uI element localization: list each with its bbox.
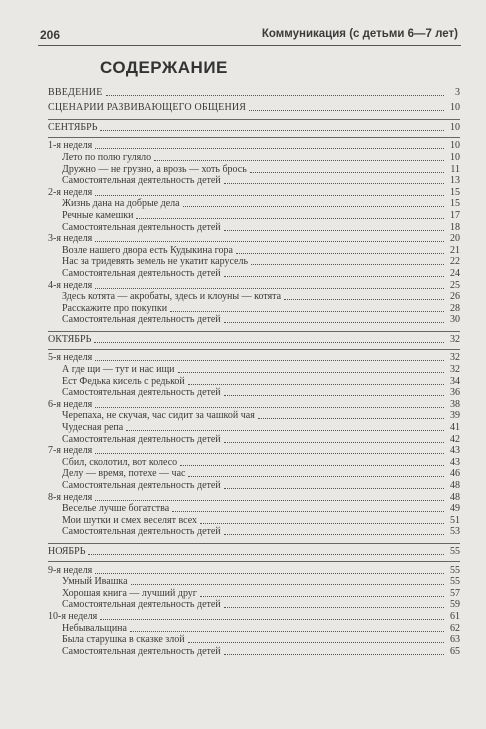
toc-entry-title: Жизнь дана на добрые дела	[62, 198, 180, 210]
toc-entry-page: 15	[450, 198, 460, 210]
toc-entry-page: 39	[450, 410, 460, 422]
toc-entry-title: Хорошая книга — лучший друг	[62, 587, 197, 599]
toc-entry[interactable]	[48, 491, 460, 503]
toc-entry-title: Самостоятельная деятельность детей	[62, 526, 221, 538]
dot-leader	[188, 476, 444, 477]
toc-entry[interactable]	[48, 302, 460, 314]
toc-entry-page: 41	[450, 422, 460, 434]
dot-leader	[95, 453, 444, 454]
dot-leader	[224, 488, 444, 489]
toc-entry[interactable]	[48, 279, 460, 291]
dot-leader	[188, 384, 444, 385]
toc-entry-page: 42	[450, 433, 460, 445]
toc-entry[interactable]	[48, 375, 460, 387]
toc-entry[interactable]	[48, 634, 460, 646]
toc-entry-title: Расскажите про покупки	[62, 302, 168, 314]
toc-entry-title: НОЯБРЬ	[48, 545, 86, 557]
toc-entry-page: 55	[450, 564, 460, 576]
toc-entry-page: 28	[450, 302, 460, 314]
toc-entry[interactable]	[48, 645, 460, 657]
toc-entry-title: 1-я неделя	[48, 140, 93, 152]
dot-leader	[224, 395, 444, 396]
toc-entry[interactable]	[48, 387, 460, 399]
toc-entry[interactable]	[48, 291, 460, 303]
toc-entry[interactable]	[48, 151, 460, 163]
month-divider	[48, 119, 460, 120]
page-number: 206	[40, 28, 61, 42]
toc-entry[interactable]	[48, 121, 460, 133]
toc-entry[interactable]	[48, 198, 460, 210]
dot-leader	[95, 500, 444, 501]
toc-entry-title: СЕНТЯБРЬ	[48, 121, 98, 133]
toc-entry[interactable]	[48, 314, 460, 326]
toc-entry[interactable]	[48, 503, 460, 515]
dot-leader	[106, 95, 444, 96]
toc-entry-title: Веселье лучше богатства	[62, 503, 170, 515]
toc-entry-page: 36	[450, 387, 460, 399]
toc-entry-title: 3-я неделя	[48, 233, 93, 245]
toc-entry-page: 10	[450, 102, 460, 114]
dot-leader	[224, 534, 444, 535]
toc-entry-title: 7-я неделя	[48, 445, 93, 457]
toc-entry-page: 65	[450, 645, 460, 657]
dot-leader	[284, 299, 444, 300]
toc-entry-title: Самостоятельная деятельность детей	[62, 267, 221, 279]
dot-leader	[200, 596, 444, 597]
toc-entry-page: 32	[450, 333, 460, 345]
dot-leader	[170, 311, 444, 312]
toc-entry[interactable]	[48, 221, 460, 233]
dot-leader	[200, 523, 444, 524]
month-divider	[48, 543, 460, 544]
toc-entry[interactable]	[48, 102, 460, 114]
toc-entry[interactable]	[48, 410, 460, 422]
toc-entry-title: ВВЕДЕНИЕ	[48, 86, 103, 98]
toc-entry-title: 10-я неделя	[48, 610, 98, 622]
toc-entry-title: Дружно — не грузно, а врозь — хоть брось	[62, 163, 247, 175]
month-underline	[48, 561, 460, 562]
toc-entry[interactable]	[48, 433, 460, 445]
toc-entry-title: 6-я неделя	[48, 398, 93, 410]
toc-entry-page: 3	[455, 86, 460, 98]
toc-entry-title: Речные камешки	[62, 209, 134, 221]
toc-entry[interactable]	[48, 445, 460, 457]
toc-entry-title: Лето по полю гуляло	[62, 151, 152, 163]
dot-leader	[224, 654, 444, 655]
toc-entry-page: 24	[450, 267, 460, 279]
toc-entry-title: Самостоятельная деятельность детей	[62, 645, 221, 657]
header-rule	[38, 45, 461, 46]
dot-leader	[224, 183, 444, 184]
dot-leader	[136, 218, 444, 219]
dot-leader	[172, 511, 444, 512]
toc-entry-title: Возле нашего двора есть Кудыкина гора	[62, 244, 233, 256]
dot-leader	[224, 607, 444, 608]
dot-leader	[236, 253, 444, 254]
toc-entry-page: 32	[450, 352, 460, 364]
toc-entry-title: 2-я неделя	[48, 186, 93, 198]
toc-entry-title: Самостоятельная деятельность детей	[62, 314, 221, 326]
dot-leader	[251, 264, 444, 265]
toc-entry[interactable]	[48, 599, 460, 611]
dot-leader	[154, 160, 444, 161]
dot-leader	[95, 241, 444, 242]
dot-leader	[183, 206, 444, 207]
toc-entry-title: Делу — время, потехе — час	[62, 468, 186, 480]
toc-entry-title: 4-я неделя	[48, 279, 93, 291]
month-divider	[48, 331, 460, 332]
toc-entry[interactable]	[48, 175, 460, 187]
toc-entry-title: ОКТЯБРЬ	[48, 333, 92, 345]
dot-leader	[224, 442, 444, 443]
dot-leader	[95, 148, 444, 149]
toc-entry-title: Черепаха, не скучая, час сидит за чашкой чая	[62, 410, 255, 422]
toc-entry[interactable]	[48, 186, 460, 198]
toc-entry-page: 43	[450, 456, 460, 468]
dot-leader	[188, 642, 444, 643]
toc-entry-page: 10	[450, 140, 460, 152]
toc-entry[interactable]	[48, 244, 460, 256]
toc-entry-page: 20	[450, 233, 460, 245]
toc-entry-title: Самостоятельная деятельность детей	[62, 175, 221, 187]
toc-entry[interactable]	[48, 233, 460, 245]
dot-leader	[95, 288, 444, 289]
dot-leader	[249, 110, 444, 111]
toc-entry-page: 57	[450, 587, 460, 599]
toc-entry-page: 10	[450, 121, 460, 133]
toc-entry-page: 43	[450, 445, 460, 457]
toc-entry-title: Самостоятельная деятельность детей	[62, 480, 221, 491]
toc-entry-page: 51	[450, 514, 460, 526]
toc-entry-page: 22	[450, 256, 460, 268]
toc-entry-page: 59	[450, 599, 460, 611]
dot-leader	[100, 619, 444, 620]
toc-entry[interactable]	[48, 398, 460, 410]
toc-entry-page: 13	[450, 175, 460, 187]
toc-entry[interactable]	[48, 333, 460, 345]
dot-leader	[88, 554, 444, 555]
toc-entry-page: 11	[450, 163, 460, 175]
dot-leader	[180, 465, 444, 466]
dot-leader	[224, 276, 444, 277]
toc-entry-title: Здесь котята — акробаты, здесь и клоуны — котята	[62, 291, 282, 303]
toc-entry-title: А где щи — тут и нас ищи	[62, 364, 175, 376]
toc-entry[interactable]	[48, 209, 460, 221]
toc-entry-title: Самостоятельная деятельность детей	[62, 599, 221, 611]
toc-entry[interactable]	[48, 564, 460, 576]
toc-entry[interactable]	[48, 479, 460, 491]
toc-entry-title: Чудесная репа	[62, 422, 124, 434]
toc-entry[interactable]	[48, 363, 460, 375]
toc-entry-title: Небывальщина	[62, 622, 127, 634]
month-underline	[48, 349, 460, 350]
toc-entry[interactable]	[48, 267, 460, 279]
toc-entry-title: Мои шутки и смех веселят всех	[62, 514, 198, 526]
toc-entry-title: 8-я неделя	[48, 491, 93, 503]
toc-entry[interactable]	[48, 456, 460, 468]
toc-entry-page: 53	[450, 526, 460, 538]
toc-entry[interactable]	[48, 468, 460, 480]
dot-leader	[95, 573, 444, 574]
dot-leader	[95, 195, 444, 196]
toc-entry-title: Самостоятельная деятельность детей	[62, 221, 221, 233]
toc-entry-page: 62	[450, 622, 460, 634]
running-header: Коммуникация (с детьми 6—7 лет)	[261, 28, 458, 40]
toc-entry-page: 46	[450, 468, 460, 480]
toc-entry-page: 38	[450, 398, 460, 410]
toc-entry-title: Самостоятельная деятельность детей	[62, 433, 221, 445]
toc-entry-page: 25	[450, 279, 460, 291]
dot-leader	[95, 360, 444, 361]
toc-entry-page: 61	[450, 610, 460, 622]
dot-leader	[126, 430, 444, 431]
toc-entry-page: 10	[450, 151, 460, 163]
toc-entry[interactable]	[48, 421, 460, 433]
toc-entry[interactable]	[48, 514, 460, 526]
toc-entry-page: 55	[450, 576, 460, 588]
toc-title: СОДЕРЖАНИЕ	[100, 58, 228, 77]
toc-entry[interactable]	[48, 587, 460, 599]
dot-leader	[94, 342, 444, 343]
toc-entry-title: 5-я неделя	[48, 352, 93, 364]
dot-leader	[224, 230, 444, 231]
toc-entry-title: Умный Ивашка	[62, 576, 128, 588]
toc-entry-title: Самостоятельная деятельность детей	[62, 387, 221, 399]
toc-entry-page: 32	[450, 364, 460, 376]
toc-entry-page: 17	[450, 209, 460, 221]
toc-entry-page: 48	[450, 491, 460, 503]
toc-entry[interactable]	[48, 256, 460, 268]
toc-entry-page: 63	[450, 634, 460, 646]
dot-leader	[250, 172, 444, 173]
toc-entry-title: СЦЕНАРИИ РАЗВИВАЮЩЕГО ОБЩЕНИЯ	[48, 102, 247, 114]
table-of-contents	[48, 82, 460, 657]
toc-entry-title: Ест Федька кисель с редькой	[62, 375, 185, 387]
dot-leader	[131, 584, 444, 585]
toc-entry[interactable]	[48, 622, 460, 634]
toc-entry[interactable]	[48, 526, 460, 538]
toc-entry-page: 48	[450, 480, 460, 491]
dot-leader	[258, 418, 444, 419]
dot-leader	[130, 631, 444, 632]
toc-entry[interactable]	[48, 576, 460, 588]
toc-entry-page: 21	[450, 244, 460, 256]
toc-entry-title: Была старушка в сказке злой	[62, 634, 185, 646]
toc-entry-page: 30	[450, 314, 460, 326]
toc-entry-title: 9-я неделя	[48, 564, 93, 576]
toc-entry[interactable]	[48, 163, 460, 175]
toc-entry-page: 55	[450, 545, 460, 557]
toc-entry-page: 49	[450, 503, 460, 515]
toc-entry-title: Нас за тридевять земель не укатит карусель	[62, 256, 249, 268]
toc-entry[interactable]	[48, 352, 460, 364]
toc-entry-page: 34	[450, 375, 460, 387]
dot-leader	[178, 372, 445, 373]
toc-entry[interactable]	[48, 86, 460, 98]
toc-entry-page: 15	[450, 186, 460, 198]
dot-leader	[100, 130, 444, 131]
toc-entry-page: 26	[450, 291, 460, 303]
toc-entry-page: 18	[450, 221, 460, 233]
toc-entry[interactable]	[48, 140, 460, 152]
toc-entry-title: Сбил, сколотил, вот колесо	[62, 456, 178, 468]
toc-entry[interactable]	[48, 545, 460, 557]
dot-leader	[95, 407, 444, 408]
month-underline	[48, 137, 460, 138]
dot-leader	[224, 322, 444, 323]
toc-entry[interactable]	[48, 610, 460, 622]
